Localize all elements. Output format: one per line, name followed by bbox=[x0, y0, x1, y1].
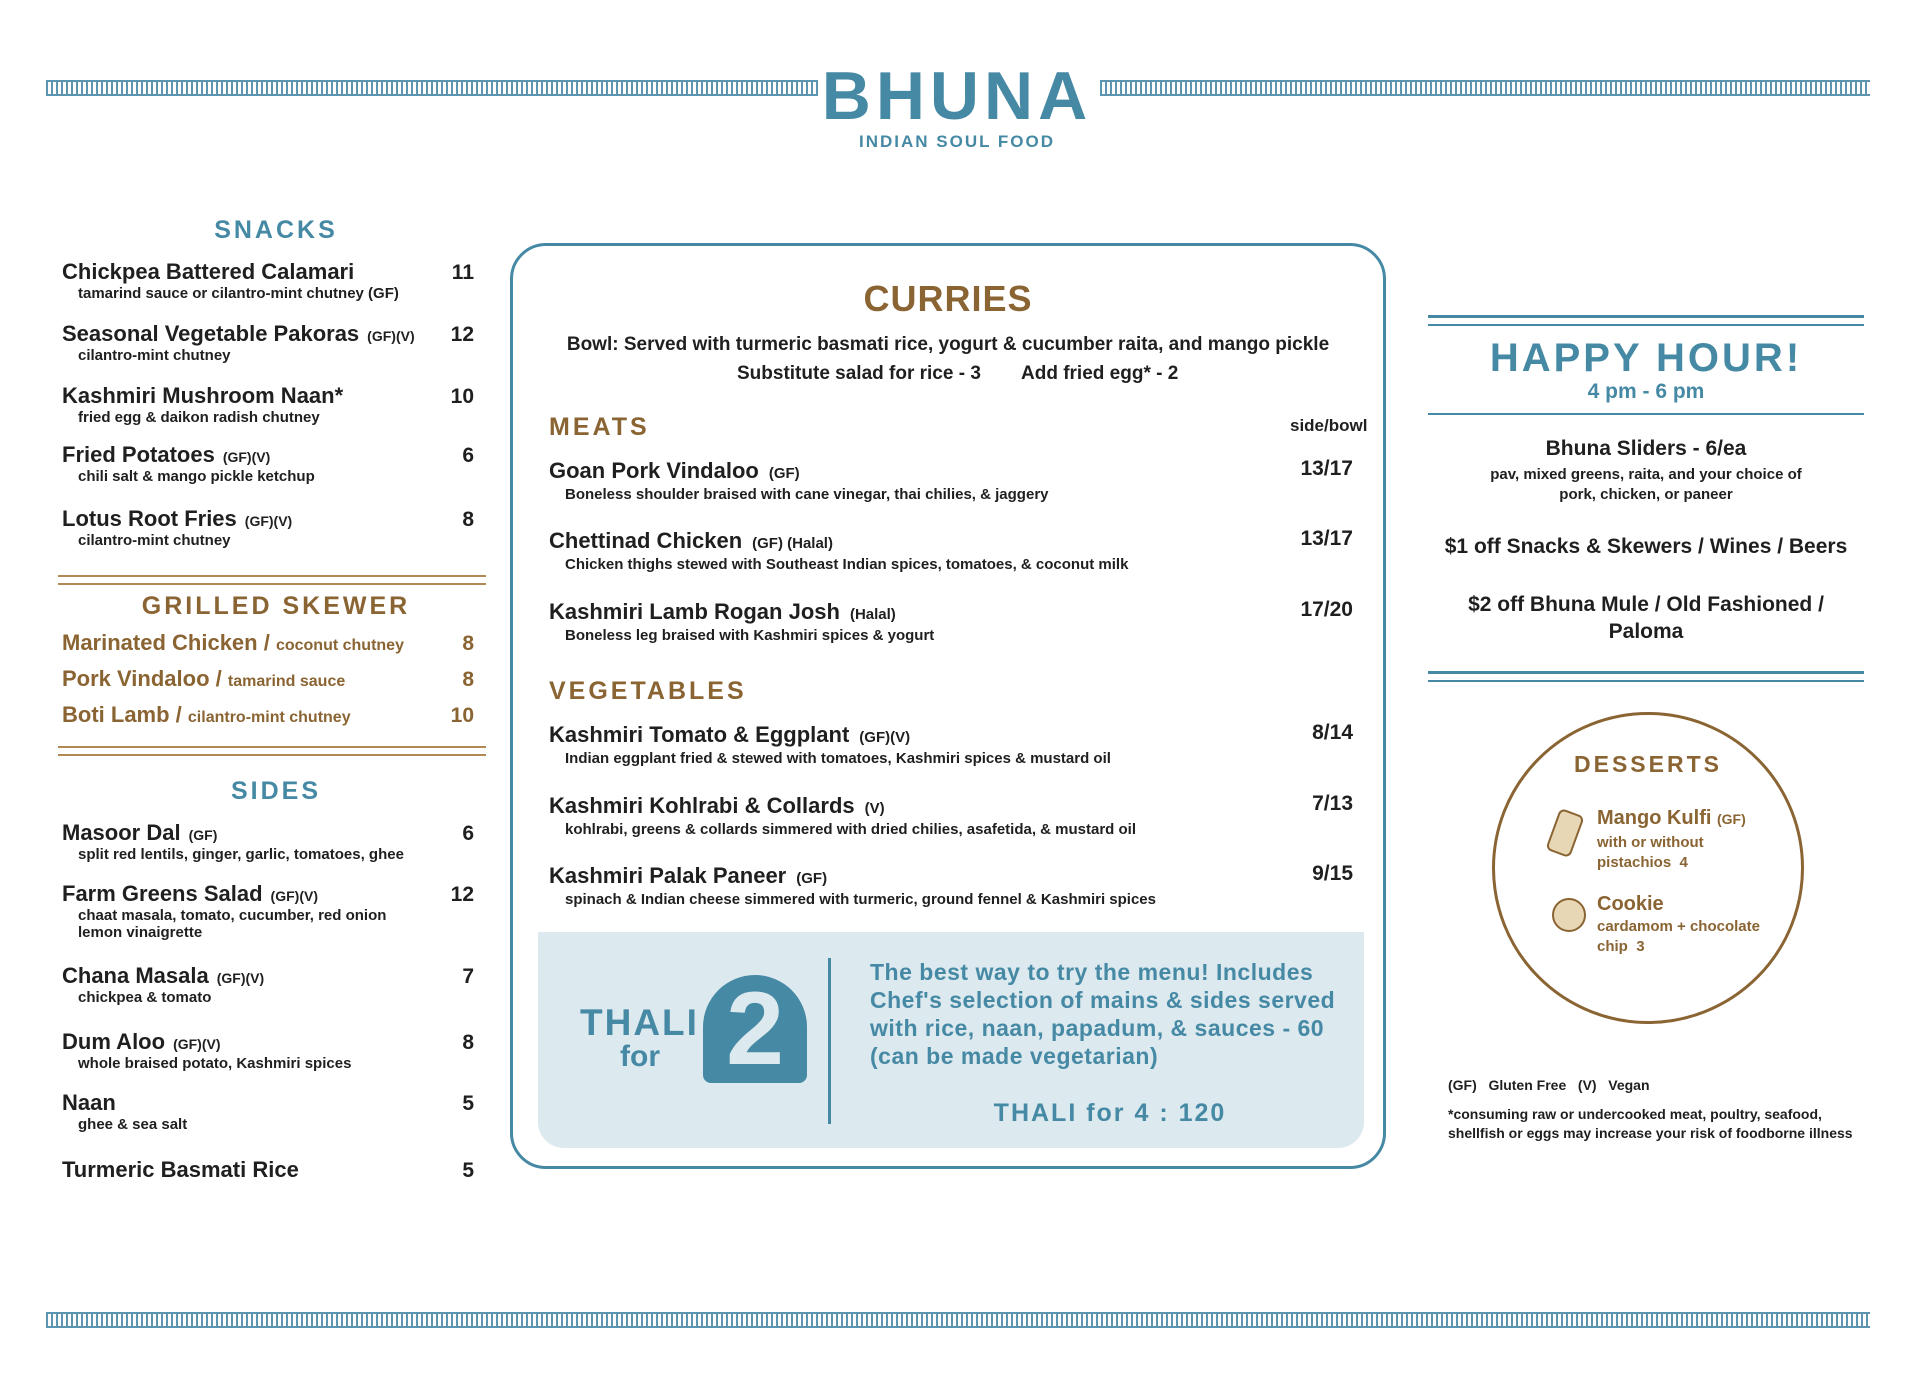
menu-item bbox=[62, 442, 482, 485]
skewers-title: GRILLED SKEWER bbox=[141, 592, 411, 620]
curry-name: Kashmiri Lamb Rogan Josh bbox=[549, 599, 840, 624]
meats-title: MEATS bbox=[549, 413, 650, 441]
item-name: Kashmiri Mushroom Naan* bbox=[62, 383, 344, 408]
happy-hour-deal: $1 off Snacks & Skewers / Wines / Beers bbox=[1444, 535, 1848, 558]
cookie-desc: chip bbox=[1597, 938, 1628, 955]
curry-tag: (GF)(V) bbox=[859, 729, 911, 746]
curry-item bbox=[549, 721, 1369, 768]
item-price: 6 bbox=[462, 822, 474, 845]
thali-for: for bbox=[620, 1040, 660, 1073]
kulfi-desc-line bbox=[1597, 854, 1688, 871]
item-desc: tamarind sauce or cilantro-mint chutney (GF) bbox=[78, 285, 399, 302]
item-price: 12 bbox=[450, 883, 474, 906]
item-name: Lotus Root Fries bbox=[62, 506, 237, 531]
happy-hour-bottom-rule bbox=[1428, 671, 1864, 682]
raw-food-warning: shellfish or eggs may increase your risk of foodborne illness bbox=[1448, 1125, 1853, 1141]
kulfi-name-line bbox=[1597, 807, 1746, 830]
menu-item bbox=[62, 1157, 482, 1183]
sliders-desc: pork, chicken, or paneer bbox=[1559, 486, 1733, 503]
menu-item bbox=[62, 321, 482, 364]
logo: BHUNA bbox=[821, 58, 1093, 134]
legend bbox=[1448, 1077, 1650, 1093]
item-price: 6 bbox=[462, 444, 474, 467]
curry-item bbox=[549, 457, 1369, 504]
item-price: 12 bbox=[450, 323, 474, 346]
curry-item bbox=[549, 598, 1369, 645]
skewer-sauce: tamarind sauce bbox=[227, 673, 346, 690]
thali-line: Chef's selection of mains & sides served bbox=[870, 987, 1336, 1013]
bottom-border bbox=[46, 1312, 1870, 1328]
sides-title: SIDES bbox=[230, 777, 322, 805]
item-desc: chaat masala, tomato, cucumber, red onion bbox=[78, 907, 387, 924]
item-name: Chana Masala bbox=[62, 963, 209, 988]
tagline: INDIAN SOUL FOOD bbox=[858, 132, 1056, 151]
item-desc: split red lentils, ginger, garlic, tomatoes, ghee bbox=[78, 846, 404, 863]
happy-hour-rule bbox=[1428, 413, 1864, 415]
curry-name: Goan Pork Vindaloo bbox=[549, 458, 759, 483]
kulfi-tag: (GF) bbox=[1717, 811, 1746, 827]
curry-desc: Chicken thighs stewed with Southeast Indian spices, tomatoes, & coconut milk bbox=[565, 556, 1129, 573]
substitute-note: Substitute salad for rice - 3 bbox=[737, 363, 981, 384]
item-tag: (GF)(V) bbox=[244, 513, 293, 529]
curry-tag: (GF) bbox=[768, 465, 800, 482]
item-tag: (GF)(V) bbox=[222, 449, 271, 465]
item-price: 5 bbox=[462, 1092, 474, 1115]
skewer-sauce: coconut chutney bbox=[275, 637, 404, 654]
curry-desc: Boneless shoulder braised with cane vinegar, thai chilies, & jaggery bbox=[565, 486, 1049, 503]
item-tag: (GF)(V) bbox=[216, 970, 265, 986]
add-egg-note: Add fried egg* - 2 bbox=[1021, 363, 1179, 384]
curry-name: Chettinad Chicken bbox=[549, 528, 743, 553]
skewer-sauce: cilantro-mint chutney bbox=[187, 709, 351, 726]
item-price: 8 bbox=[462, 508, 474, 531]
curry-item bbox=[549, 792, 1369, 839]
item-price: 11 bbox=[451, 261, 474, 284]
snacks-title: SNACKS bbox=[214, 216, 338, 244]
item-tag: (GF)(V) bbox=[173, 1036, 221, 1052]
item-name: Farm Greens Salad bbox=[62, 881, 263, 906]
item-name: Dum Aloo bbox=[62, 1029, 166, 1054]
curries-title: CURRIES bbox=[863, 278, 1033, 319]
item-tag: (GF)(V) bbox=[270, 888, 318, 904]
skewer-item: Pork Vindaloo / tamarind sauce 8 bbox=[62, 666, 474, 691]
menu-item bbox=[62, 506, 482, 549]
curry-name: Kashmiri Kohlrabi & Collards bbox=[549, 793, 855, 818]
skewer-price: 8 bbox=[462, 632, 474, 655]
item-desc: fried egg & daikon radish chutney bbox=[78, 409, 320, 426]
skewer-name: Boti Lamb bbox=[62, 702, 170, 727]
kulfi-desc: with or without bbox=[1597, 834, 1704, 851]
curry-tag: (GF) (Halal) bbox=[752, 535, 833, 552]
curry-item bbox=[549, 527, 1369, 574]
skewer-price: 10 bbox=[450, 704, 474, 727]
item-tag: (GF) bbox=[188, 827, 218, 843]
curry-name: Kashmiri Palak Paneer bbox=[549, 863, 787, 888]
happy-hour-deal: $2 off Bhuna Mule / Old Fashioned / bbox=[1468, 593, 1824, 616]
item-desc: ghee & sea salt bbox=[78, 1116, 188, 1133]
curry-desc: kohlrabi, greens & collards simmered with dried chilies, asafetida, & mustard oil bbox=[565, 821, 1137, 838]
skewer-item: Boti Lamb / cilantro-mint chutney 10 bbox=[62, 702, 474, 727]
skewer-name: Marinated Chicken bbox=[62, 630, 258, 655]
kulfi-name: Mango Kulfi bbox=[1597, 807, 1712, 829]
item-price: 7 bbox=[462, 965, 474, 988]
vegetables-title: VEGETABLES bbox=[549, 677, 747, 705]
thali-line: The best way to try the menu! Includes bbox=[870, 959, 1314, 985]
legend-v: (V) bbox=[1577, 1077, 1597, 1093]
item-name: Naan bbox=[62, 1090, 116, 1115]
cookie-name: Cookie bbox=[1597, 893, 1664, 915]
thali-line: (can be made vegetarian) bbox=[870, 1043, 1159, 1069]
item-desc: chili salt & mango pickle ketchup bbox=[78, 468, 315, 485]
thali-for-four: THALI for 4 : 120 bbox=[993, 1099, 1227, 1127]
menu-item bbox=[62, 259, 482, 302]
divider bbox=[58, 575, 486, 585]
item-desc: cilantro-mint chutney bbox=[78, 532, 231, 549]
curry-price: 13/17 bbox=[1300, 527, 1353, 550]
cookie-price: 3 bbox=[1636, 938, 1645, 955]
menu-item bbox=[62, 383, 482, 426]
curry-price: 7/13 bbox=[1312, 792, 1353, 815]
kulfi-desc: pistachios bbox=[1597, 854, 1672, 871]
curry-desc: Boneless leg braised with Kashmiri spices & yogurt bbox=[565, 627, 935, 644]
curry-price: 9/15 bbox=[1312, 862, 1353, 885]
thali-line: with rice, naan, papadum, & sauces - 60 bbox=[870, 1015, 1325, 1041]
thali-divider bbox=[828, 958, 831, 1124]
item-price: 10 bbox=[450, 385, 474, 408]
legend-gf: (GF) bbox=[1448, 1077, 1477, 1093]
desserts-title: DESSERTS bbox=[1574, 751, 1722, 777]
item-name: Fried Potatoes bbox=[62, 442, 215, 467]
curry-tag: (GF) bbox=[796, 870, 828, 887]
thali-word: THALI bbox=[580, 1002, 699, 1043]
sliders-desc: pav, mixed greens, raita, and your choice of bbox=[1490, 466, 1802, 483]
item-desc: chickpea & tomato bbox=[78, 989, 212, 1006]
menu-item bbox=[62, 820, 482, 863]
thali-number-badge: 2 bbox=[703, 975, 807, 1083]
happy-hour-top-rule bbox=[1428, 315, 1864, 326]
item-desc: lemon vinaigrette bbox=[78, 924, 203, 941]
divider bbox=[58, 746, 486, 756]
menu-item bbox=[62, 963, 482, 1006]
item-price: 5 bbox=[462, 1159, 474, 1182]
curry-desc: spinach & Indian cheese simmered with turmeric, ground fennel & Kashmiri spices bbox=[565, 891, 1156, 908]
curry-tag: (Halal) bbox=[849, 606, 896, 623]
sliders-title: Bhuna Sliders - 6/ea bbox=[1545, 437, 1747, 460]
item-price: 8 bbox=[462, 1031, 474, 1054]
thali-description bbox=[870, 958, 1350, 1070]
curry-item bbox=[549, 862, 1369, 909]
cookie-desc-line bbox=[1597, 938, 1645, 955]
happy-hour-time: 4 pm - 6 pm bbox=[1587, 380, 1705, 403]
raw-food-warning: *consuming raw or undercooked meat, poultry, seafood, bbox=[1448, 1106, 1822, 1122]
cookie-desc: cardamom + chocolate bbox=[1597, 918, 1760, 935]
item-desc: cilantro-mint chutney bbox=[78, 347, 231, 364]
kulfi-price: 4 bbox=[1679, 854, 1688, 871]
item-tag: (GF)(V) bbox=[367, 328, 415, 344]
curry-desc: Indian eggplant fried & stewed with tomatoes, Kashmiri spices & mustard oil bbox=[565, 750, 1111, 767]
item-name: Masoor Dal bbox=[62, 820, 181, 845]
item-name: Turmeric Basmati Rice bbox=[62, 1157, 299, 1182]
legend-v-label: Vegan bbox=[1608, 1077, 1650, 1093]
cookie-icon bbox=[1552, 898, 1586, 932]
curry-price: 17/20 bbox=[1300, 598, 1353, 621]
item-desc: whole braised potato, Kashmiri spices bbox=[78, 1055, 352, 1072]
skewer-price: 8 bbox=[462, 668, 474, 691]
side-bowl-label: side/bowl bbox=[1290, 416, 1368, 435]
menu-item bbox=[62, 1029, 482, 1072]
curry-price: 13/17 bbox=[1300, 457, 1353, 480]
happy-hour-deal: Paloma bbox=[1608, 620, 1684, 643]
bowl-line: Bowl: Served with turmeric basmati rice, yogurt & cucumber raita, and mango pickle bbox=[566, 334, 1330, 355]
legend-gf-label: Gluten Free bbox=[1488, 1077, 1567, 1093]
item-name: Chickpea Battered Calamari bbox=[62, 259, 355, 284]
curry-tag: (V) bbox=[864, 800, 885, 817]
happy-hour-title: HAPPY HOUR! bbox=[1489, 336, 1803, 380]
skewer-name: Pork Vindaloo bbox=[62, 666, 210, 691]
menu-item bbox=[62, 881, 482, 941]
curry-name: Kashmiri Tomato & Eggplant bbox=[549, 722, 850, 747]
curry-price: 8/14 bbox=[1312, 721, 1353, 744]
item-name: Seasonal Vegetable Pakoras bbox=[62, 321, 360, 346]
menu-item bbox=[62, 1090, 482, 1133]
skewer-item: Marinated Chicken / coconut chutney 8 bbox=[62, 630, 474, 655]
